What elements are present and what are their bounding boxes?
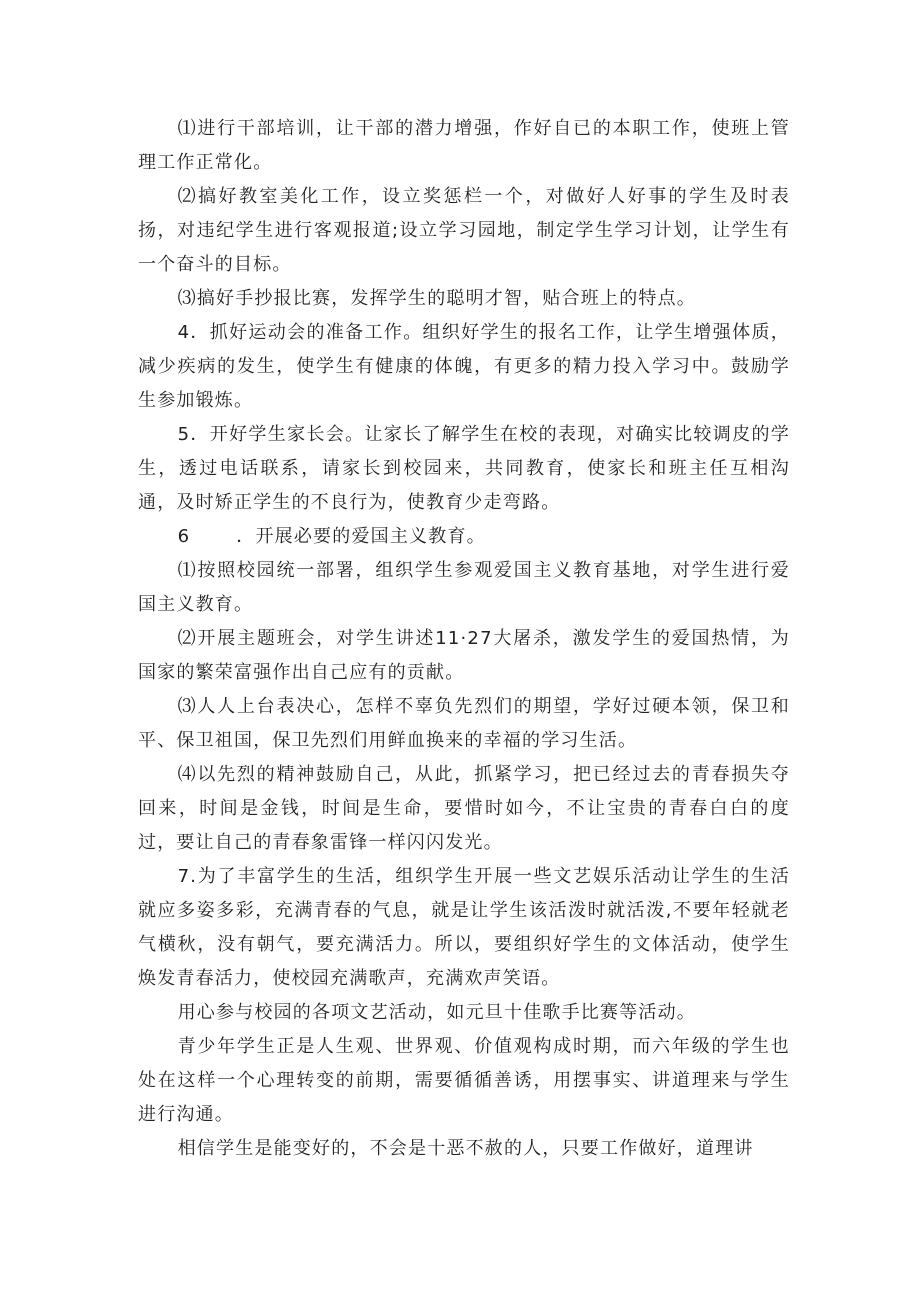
- paragraph-sub-6-4: ⑷以先烈的精神鼓励自己，从此，抓紧学习，把已经过去的青春损失夺回来，时间是金钱，时间是生命，要惜时如今，不让宝贵的青春白白的度过，要让自己的青春象雷锋一样闪闪发光。: [138, 764, 790, 853]
- item-6-text: ．开展必要的爱国主义教育。: [236, 526, 486, 547]
- paragraph-activities: 用心参与校园的各项文艺活动，如元旦十佳歌手比赛等活动。: [177, 1002, 696, 1023]
- paragraph-sub-6-1: ⑴按照校园统一部署，组织学生参观爱国主义教育基地，对学生进行爱国主义教育。: [138, 560, 790, 615]
- paragraph-item-6: [138, 520, 790, 554]
- paragraph-youth: 青少年学生正是人生观、世界观、价值观构成时期，而六年级的学生也处在这样一个心理转变的前期，需要循循善诱，用摆事实、讲道理来与学生进行沟通。: [138, 1036, 790, 1125]
- paragraph-sub-1: ⑴进行干部培训，让干部的潜力增强，作好自已的本职工作，使班上管理工作正常化。: [138, 118, 790, 173]
- paragraph-sub-6-3: ⑶人人上台表决心，怎样不辜负先烈们的期望，学好过硬本领，保卫和平、保卫祖国，保卫先烈们用鲜血换来的幸福的学习生活。: [138, 696, 790, 751]
- document-body: [138, 112, 790, 1166]
- paragraph-item-4: 4．抓好运动会的准备工作。组织好学生的报名工作，让学生增强体质，减少疾病的发生，使学生有健康的体魄，有更多的精力投入学习中。鼓励学生参加锻炼。: [138, 322, 790, 411]
- paragraph-believe: 相信学生是能变好的，不会是十恶不赦的人，只要工作做好，道理讲: [177, 1138, 754, 1159]
- paragraph-item-5: 5．开好学生家长会。让家长了解学生在校的表现，对确实比较调皮的学生，透过电话联系，请家长到校园来，共同教育，使家长和班主任互相沟通，及时矫正学生的不良行为，使教育少走弯路。: [138, 424, 790, 513]
- paragraph-item-7: 7.为了丰富学生的生活，组织学生开展一些文艺娱乐活动让学生的生活就应多姿多彩，充满青春的气息，就是让学生该活泼时就活泼,不要年轻就老气横秋，没有朝气，要充满活力。所以，要组织好学生的文体活动，使学生焕发青春活力，使校园充满歌声，充满欢声笑语。: [138, 866, 790, 989]
- paragraph-sub-2: ⑵搞好教室美化工作，设立奖惩栏一个，对做好人好事的学生及时表扬，对违纪学生进行客观报道;设立学习园地，制定学生学习计划，让学生有一个奋斗的目标。: [138, 186, 790, 275]
- paragraph-sub-6-2: ⑵开展主题班会，对学生讲述11·27大屠杀，激发学生的爱国热情，为国家的繁荣富强作出自己应有的贡献。: [138, 628, 790, 683]
- paragraph-sub-3: ⑶搞好手抄报比赛，发挥学生的聪明才智，贴合班上的特点。: [177, 288, 696, 309]
- item-6-number: 6: [177, 526, 191, 547]
